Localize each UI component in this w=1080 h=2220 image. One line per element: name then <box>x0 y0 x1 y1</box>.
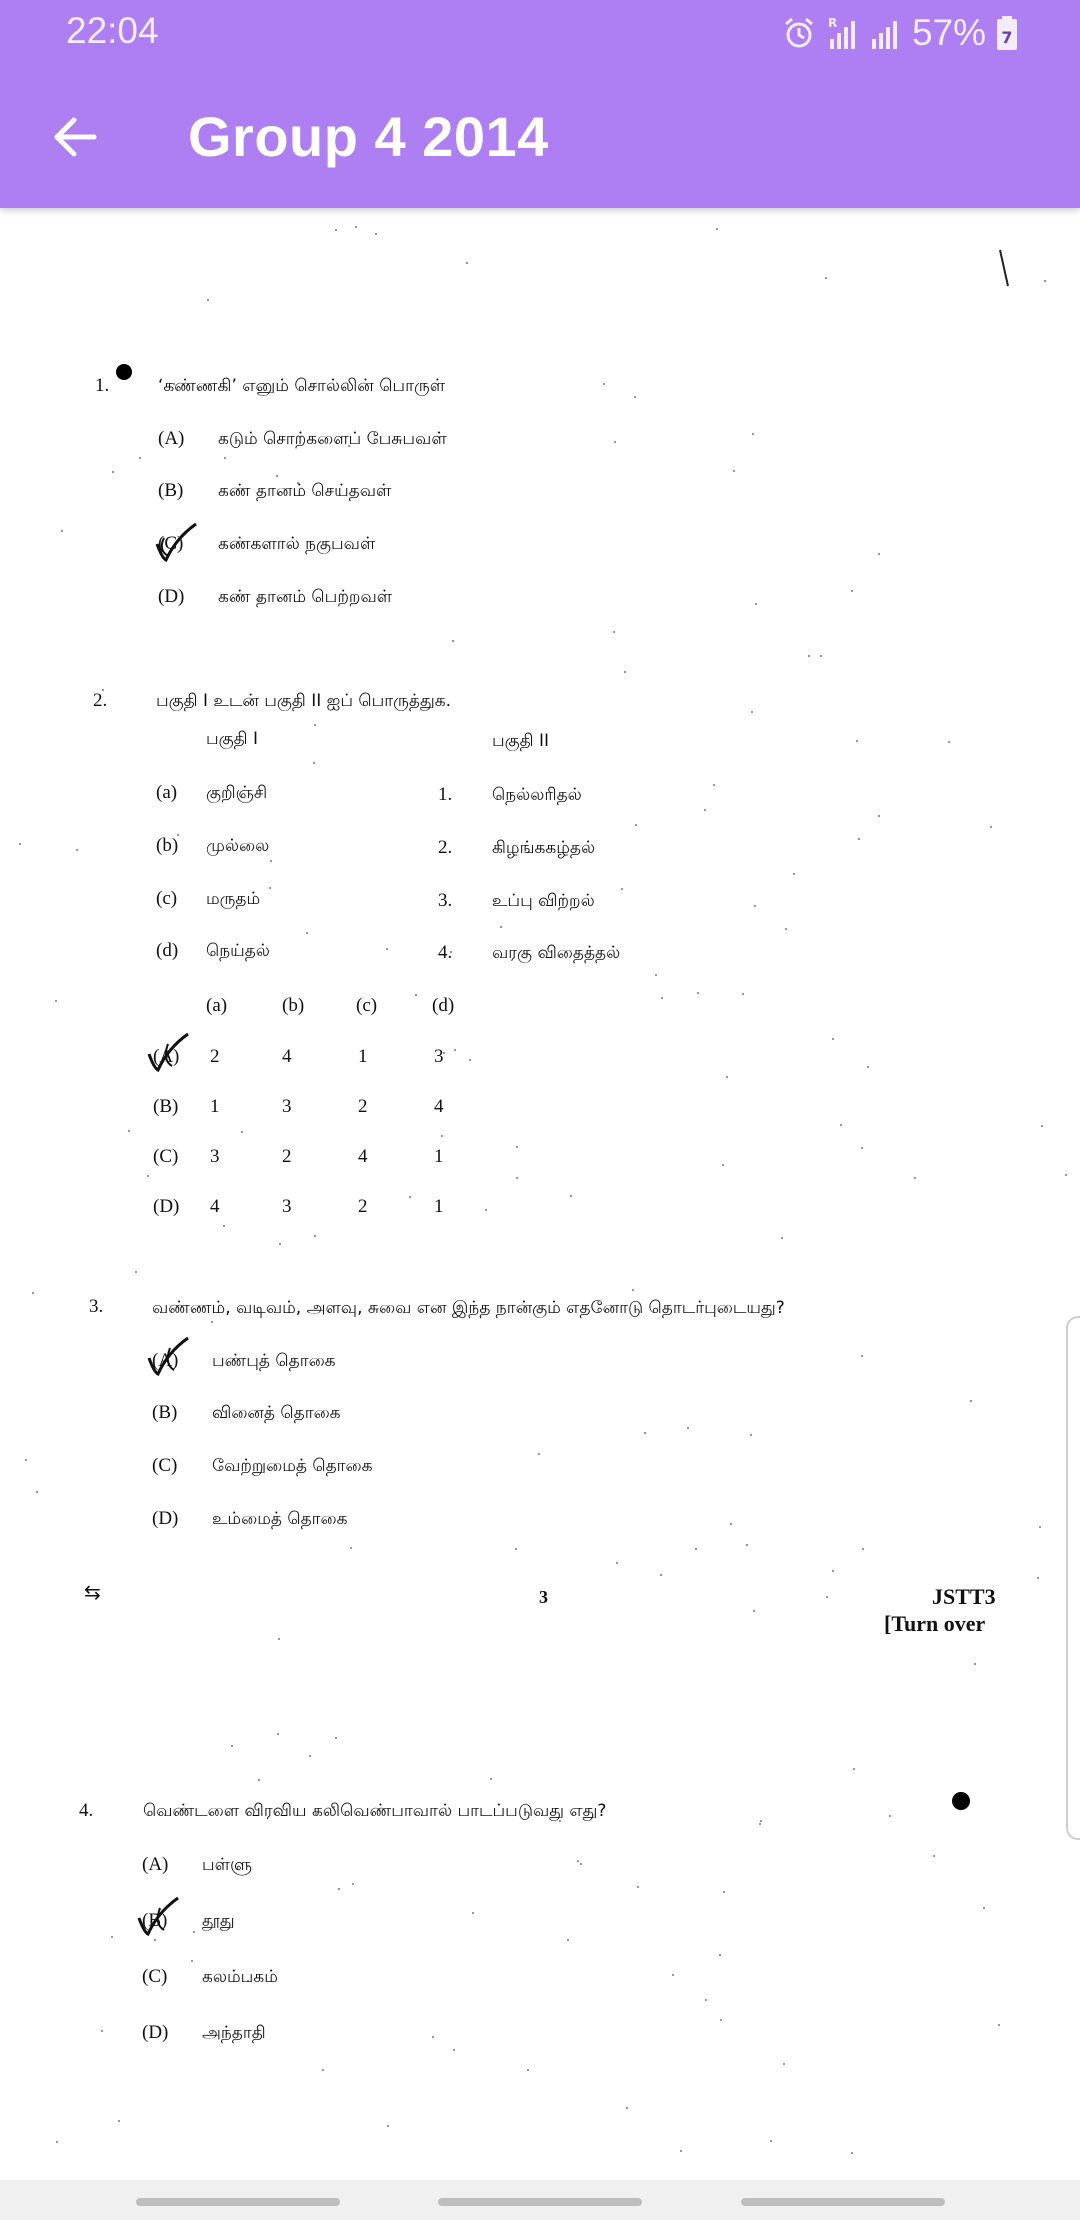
question-text: வெண்டளை விரவிய கலிவெண்பாவால் பாடப்படுவது எது? <box>143 1801 607 1821</box>
scan-speck <box>56 2141 58 2143</box>
answer-value: 3 <box>282 1096 292 1117</box>
scan-speck <box>55 1000 57 1002</box>
scan-speck <box>1065 1174 1067 1176</box>
answer-header: (a) <box>206 995 228 1016</box>
answer-value: 3 <box>282 1196 292 1217</box>
scan-speck <box>111 1936 113 1938</box>
scan-speck <box>687 1427 689 1429</box>
scan-speck <box>313 762 315 764</box>
scan-speck <box>621 888 623 890</box>
scan-speck <box>1044 280 1046 282</box>
question-text: வண்ணம், வடிவம், அளவு, சுவை என இந்த நான்கும் எதனோடு தொடர்புடையது? <box>152 1298 785 1318</box>
pair-item: குறிஞ்சி <box>206 783 268 803</box>
scan-speck <box>527 2069 529 2071</box>
scan-speck <box>1037 1577 1039 1579</box>
scan-speck <box>635 824 637 826</box>
question-number: 3. <box>89 1296 104 1317</box>
scan-speck <box>851 590 853 592</box>
scan-speck <box>580 1863 582 1865</box>
scan-speck <box>716 228 718 230</box>
pair-item: மருதம் <box>206 889 261 909</box>
scan-speck <box>754 905 756 907</box>
scan-speck <box>516 1146 518 1148</box>
option-text: அந்தாதி <box>202 2023 266 2043</box>
scan-speck <box>118 2120 120 2122</box>
scan-speck <box>626 2107 628 2109</box>
scan-speck <box>61 530 63 532</box>
option-label: (C) <box>158 533 184 554</box>
scan-speck <box>306 932 308 934</box>
scan-speck <box>193 1931 195 1933</box>
scan-speck <box>861 1355 863 1357</box>
scan-speck <box>375 233 377 235</box>
option-label: (B) <box>152 1402 178 1423</box>
option-label: (C) <box>142 1966 168 1987</box>
option-text: பள்ளு <box>202 1855 252 1875</box>
scan-speck <box>211 1321 213 1323</box>
scan-speck <box>755 603 757 605</box>
pair-match: கிழங்ககழ்தல் <box>492 838 596 858</box>
scan-speck <box>705 1999 707 2001</box>
scan-speck <box>409 1196 411 1198</box>
scan-speck <box>1039 1526 1041 1528</box>
scan-speck <box>914 1177 916 1179</box>
scan-speck <box>567 1939 569 1941</box>
scan-speck <box>867 1066 869 1068</box>
option-label: (C) <box>152 1455 178 1476</box>
scan-speck <box>856 740 858 742</box>
page-number: 3 <box>539 1587 548 1607</box>
scan-speck <box>974 1663 976 1665</box>
scan-speck <box>335 1737 337 1739</box>
scan-speck <box>335 229 337 231</box>
scan-speck <box>19 843 21 845</box>
scan-speck <box>713 784 715 786</box>
status-icons <box>782 10 1018 56</box>
scan-speck <box>730 1523 732 1525</box>
answer-value: 3 <box>210 1146 220 1167</box>
scan-speck <box>314 1235 316 1237</box>
scan-speck <box>661 997 663 999</box>
scan-speck <box>742 993 744 995</box>
scan-speck <box>415 994 417 996</box>
scan-speck <box>751 711 753 713</box>
answer-value: 1 <box>434 1146 444 1167</box>
scanned-page[interactable] <box>0 208 1080 2180</box>
scan-speck <box>695 1548 697 1550</box>
scan-speck <box>983 1907 985 1909</box>
scan-speck <box>314 724 316 726</box>
scan-speck <box>135 1271 137 1273</box>
question-number: 1. <box>95 375 110 396</box>
scan-speck <box>759 1823 761 1825</box>
scan-speck <box>454 1049 456 1051</box>
scan-speck <box>270 860 272 862</box>
scan-speck <box>637 1886 639 1888</box>
scan-speck <box>485 1209 487 1211</box>
scan-speck <box>277 1733 279 1735</box>
pair-match: உப்பு விற்றல் <box>492 891 595 911</box>
answer-value: 4 <box>282 1046 292 1067</box>
scan-speck <box>825 277 827 279</box>
scan-speck <box>720 2019 722 2021</box>
scan-speck <box>746 1544 748 1546</box>
scan-speck <box>386 948 388 950</box>
scan-speck <box>614 441 616 443</box>
pair-letter: (b) <box>156 835 179 856</box>
option-text: கண் தானம் பெற்றவள் <box>218 587 393 607</box>
answer-value: 2 <box>358 1096 368 1117</box>
scan-speck <box>760 1820 762 1822</box>
scan-speck <box>970 1400 972 1402</box>
scan-speck <box>624 671 626 673</box>
scan-speck <box>851 2152 853 2154</box>
pair-match: நெல்லரிதல் <box>492 785 582 805</box>
pair-letter: (c) <box>156 888 178 909</box>
pair-number: 3. <box>438 890 453 911</box>
arrow-left-icon[interactable] <box>50 112 100 162</box>
scan-speck <box>276 475 278 477</box>
answer-tick-mark <box>146 1334 192 1378</box>
scan-speck <box>726 1076 728 1078</box>
scan-speck <box>832 1570 834 1572</box>
option-label: (A) <box>152 1350 179 1371</box>
scan-speck <box>355 226 357 228</box>
scan-speck <box>697 992 699 994</box>
option-label: (A) <box>158 428 185 449</box>
answer-value: 1 <box>210 1096 220 1117</box>
option-text: கண் தானம் செய்தவள் <box>218 481 392 501</box>
signal-icon <box>870 15 902 51</box>
scan-speck <box>472 1912 474 1914</box>
scan-speck <box>350 1547 352 1549</box>
scan-speck <box>753 1610 755 1612</box>
answer-value: 1 <box>434 1196 444 1217</box>
scan-speck <box>128 1130 130 1132</box>
scan-speck <box>466 262 468 264</box>
scan-speck <box>878 553 880 555</box>
alarm-icon <box>782 16 816 50</box>
part-header: பகுதி I <box>206 729 259 749</box>
scan-speck <box>613 631 615 633</box>
paper-code: JSTT3 <box>932 1584 996 1609</box>
page-marker: ⇆ <box>84 1582 101 1604</box>
scan-speck <box>644 1432 646 1434</box>
answer-row-label: (B) <box>153 1096 179 1117</box>
scan-speck <box>826 1596 828 1598</box>
scan-speck <box>139 457 141 459</box>
scan-speck <box>719 1954 721 1956</box>
answer-value: 4 <box>434 1096 444 1117</box>
scan-speck <box>515 1548 517 1550</box>
answer-value: 2 <box>282 1146 292 1167</box>
answer-row-label: (A) <box>153 1046 180 1067</box>
scan-speck <box>632 1289 634 1291</box>
scan-speck <box>101 2030 103 2032</box>
answer-value: 2 <box>358 1196 368 1217</box>
page-title: Group 4 2014 <box>188 105 549 168</box>
scan-speck <box>338 1888 340 1890</box>
option-label: (A) <box>142 1854 169 1875</box>
option-text: வினைத் தொகை <box>212 1403 341 1423</box>
scan-speck <box>322 2069 324 2071</box>
scan-speck <box>309 1755 311 1757</box>
turn-over-label: [Turn over <box>884 1611 986 1636</box>
pair-letter: (d) <box>156 940 179 961</box>
part-header: பகுதி II <box>492 731 550 751</box>
scan-speck <box>820 655 822 657</box>
option-text: உம்மைத் தொகை <box>212 1509 348 1529</box>
scan-speck <box>570 1195 572 1197</box>
answer-row-label: (D) <box>153 1196 180 1217</box>
scan-speck <box>933 1855 935 1857</box>
scan-speck <box>878 815 880 817</box>
pair-number: 1. <box>438 784 453 805</box>
scan-speck <box>948 741 950 743</box>
answer-value: 4 <box>358 1146 368 1167</box>
scan-speck <box>538 1453 540 1455</box>
scan-speck <box>207 299 209 301</box>
scan-speck <box>278 1638 280 1640</box>
pair-item: முல்லை <box>206 836 270 856</box>
pair-number: 2. <box>438 837 453 858</box>
question-number: 4. <box>79 1800 94 1821</box>
scan-speck <box>441 1135 443 1137</box>
ink-blot <box>116 364 132 380</box>
scan-speck <box>858 838 860 840</box>
signal-r-icon <box>826 15 860 51</box>
answer-value: 2 <box>210 1046 220 1067</box>
scan-speck <box>861 1147 863 1149</box>
scan-speck <box>853 1768 855 1770</box>
scan-speck <box>998 2024 1000 2026</box>
scan-speck <box>352 1883 354 1885</box>
scan-speck <box>432 2036 434 2038</box>
answer-row-label: (C) <box>153 1146 179 1167</box>
scan-speck <box>147 1175 149 1177</box>
option-label: (D) <box>158 586 185 607</box>
scan-speck <box>733 470 735 472</box>
scan-speck <box>241 1131 243 1133</box>
scan-speck <box>634 396 636 398</box>
scan-speck <box>577 1860 579 1862</box>
scan-speck <box>36 1491 38 1493</box>
option-text: தூது <box>202 1911 235 1931</box>
answer-header: (d) <box>432 995 455 1016</box>
pen-mark <box>998 248 1012 288</box>
question-text: பகுதி I உடன் பகுதி II ஐப் பொருத்துக. <box>156 691 451 711</box>
scan-speck <box>704 809 706 811</box>
scan-speck <box>32 1292 34 1294</box>
battery-icon <box>996 15 1018 51</box>
scan-speck <box>722 1164 724 1166</box>
scan-speck <box>112 471 114 473</box>
scan-speck <box>469 1059 471 1061</box>
scan-speck <box>191 1960 193 1962</box>
answer-value: 1 <box>358 1046 368 1067</box>
scan-speck <box>783 2063 785 2065</box>
scan-speck <box>672 1974 674 1976</box>
option-text: வேற்றுமைத் தொகை <box>212 1456 373 1476</box>
scan-speck <box>770 2140 772 2142</box>
scan-speck <box>781 1237 783 1239</box>
pair-number: 4. <box>438 942 453 963</box>
scan-speck <box>862 1548 864 1550</box>
scan-speck <box>1041 1125 1043 1127</box>
ink-blot <box>952 1792 970 1810</box>
option-text: பண்புத் தொகை <box>212 1351 336 1371</box>
scan-speck <box>500 926 502 928</box>
option-text: கலம்பகம் <box>202 1967 278 1987</box>
answer-tick-mark <box>154 520 200 564</box>
scan-speck <box>616 1562 618 1564</box>
scan-speck <box>490 1778 492 1780</box>
scan-speck <box>224 457 226 459</box>
scan-speck <box>680 2150 682 2152</box>
scan-speck <box>750 1434 752 1436</box>
scan-speck <box>752 433 754 435</box>
navigation-bar <box>0 2180 1080 2220</box>
answer-value: 4 <box>210 1196 220 1217</box>
battery-percent: 57% <box>911 12 986 53</box>
answer-tick-mark <box>136 1894 182 1938</box>
scan-speck <box>269 887 271 889</box>
scan-speck <box>279 1243 281 1245</box>
scan-speck <box>258 1779 260 1781</box>
answer-value: 3 <box>434 1046 444 1067</box>
scan-speck <box>516 1177 518 1179</box>
option-text: கண்களால் நகுபவள் <box>218 534 376 554</box>
scan-speck <box>452 640 454 642</box>
option-label: (B) <box>142 1910 168 1931</box>
scan-speck <box>655 974 657 976</box>
scan-speck <box>660 1574 662 1576</box>
scan-speck <box>231 1745 233 1747</box>
answer-header: (c) <box>356 995 378 1016</box>
answer-tick-mark <box>146 1030 192 1074</box>
nav-back-button[interactable] <box>741 2198 945 2206</box>
option-label: (B) <box>158 480 184 501</box>
question-number: 2. <box>93 690 108 711</box>
edge-panel-handle[interactable] <box>1066 1316 1080 1840</box>
scan-speck <box>990 826 992 828</box>
scan-speck <box>25 1459 27 1461</box>
option-text: கடும் சொற்களைப் பேசுபவள் <box>218 429 447 449</box>
nav-home-button[interactable] <box>438 2198 642 2206</box>
status-time: 22:04 <box>66 10 159 51</box>
app-bar <box>0 0 1080 208</box>
option-label: (D) <box>142 2022 169 2043</box>
scan-speck <box>832 1038 834 1040</box>
scan-speck <box>387 2125 389 2127</box>
scan-speck <box>889 1815 891 1817</box>
scan-speck <box>76 849 78 851</box>
scan-speck <box>223 1225 225 1227</box>
scan-speck <box>154 1939 156 1941</box>
scan-speck <box>840 1124 842 1126</box>
battery-icon-text: 7 <box>1001 28 1013 47</box>
option-label: (D) <box>152 1508 179 1529</box>
scan-speck <box>808 655 810 657</box>
svg-text:R: R <box>827 16 838 30</box>
nav-recents-button[interactable] <box>136 2198 340 2206</box>
scan-speck <box>793 873 795 875</box>
pair-letter: (a) <box>156 782 178 803</box>
scan-speck <box>453 2049 455 2051</box>
pair-item: நெய்தல் <box>206 941 270 961</box>
question-text: ‘கண்ணகி’ எனும் சொல்லின் பொருள் <box>158 376 446 396</box>
scan-speck <box>603 383 605 385</box>
pair-match: வரகு விதைத்தல் <box>492 943 621 963</box>
scan-speck <box>785 928 787 930</box>
answer-header: (b) <box>282 995 305 1016</box>
scan-speck <box>723 1891 725 1893</box>
